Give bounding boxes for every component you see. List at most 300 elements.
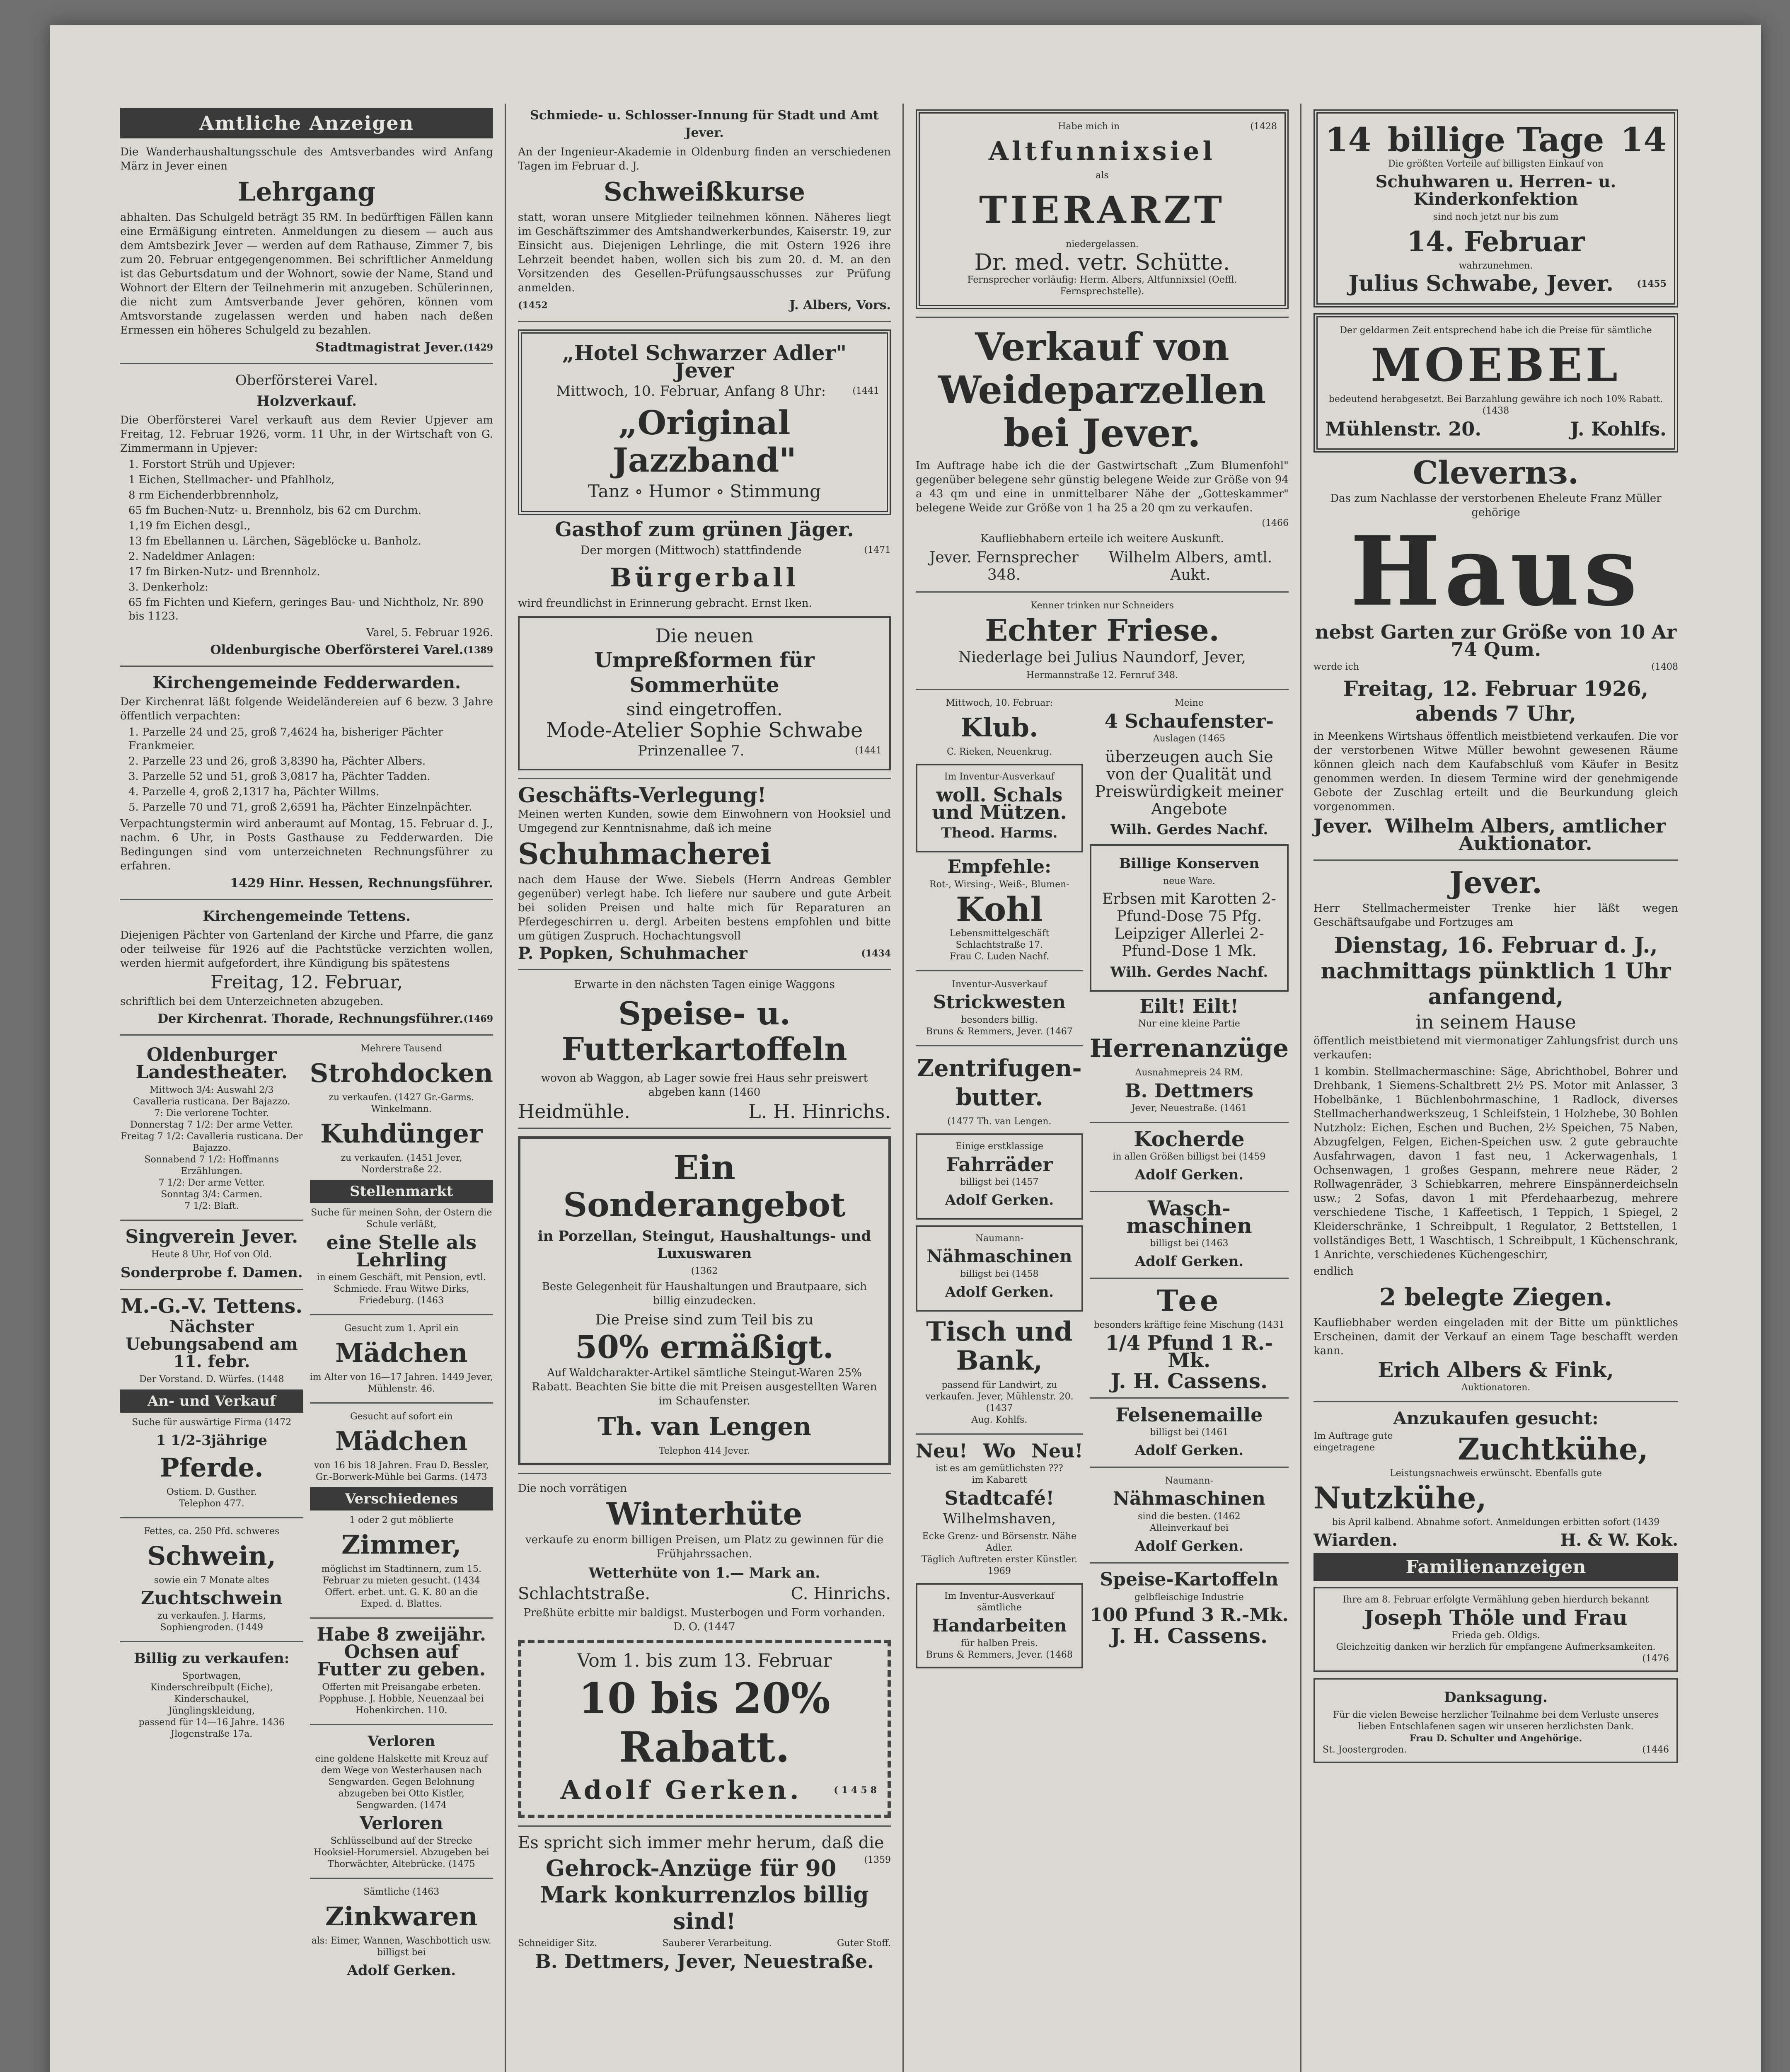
ad-headline: Herrenanzüge [1089,1034,1289,1063]
divider [1090,1467,1289,1468]
ad-headline: Strickwesten [933,992,1066,1013]
ad-line: überzeugen auch Sie von der Qualität und Preiswürdigkeit meiner Angebote [1095,748,1284,818]
divider [120,666,493,667]
ad-naehmaschinen [916,1225,1083,1312]
ad-line: besonders kräftige feine Mischung (1431 [1093,1320,1285,1330]
ad-line: Jever, Neuestraße. (1461 [1131,1103,1247,1113]
ad-title: Gasthof zum grünen Jäger. [555,518,854,541]
ad-headline: Habe 8 zweijähr. Ochsen auf Futter zu geben. [317,1624,486,1680]
ad-line: Leistungsnachweis erwünscht. Ebenfalls gute [1390,1468,1602,1479]
ad-line: Wetterhüte von 1.— Mark an. [588,1565,820,1581]
section-header-ankauf: An- und Verkauf [120,1389,303,1413]
ad-line: Schlüsselbund auf der Strecke Hooksiel-Horumersiel. Abzugeben bei Thorwächter, Altebrücke. (1475 [313,1836,489,1869]
ad-line: Telephon 414 Jever. [658,1446,750,1456]
ad-line: 7 1/2: Blaft. [184,1201,239,1211]
ad-line: St. Joostergroden. (1446 [1323,1745,1669,1755]
ad-line: Auktionatoren. [1461,1382,1531,1393]
ad-line: Ihre am 8. Februar erfolgte Vermählung geben hierdurch bekannt [1342,1595,1649,1605]
ad-signature: P. Popken, Schuhmacher (1434 [518,944,891,963]
ad-signature: Frau D. Schulter und Angehörige. [1409,1733,1582,1744]
ad-line: billigst bei (1457 [960,1177,1039,1187]
column-2 [510,104,899,2072]
ad-line: Sportwagen, [182,1671,241,1681]
list-item: 1,19 fm Eichen desgl., [128,520,251,532]
ad-column-right [1090,697,1289,1674]
ad-sonderangebot [518,1136,891,1465]
ad-column-left [916,697,1083,1674]
ad-line: Nur eine kleine Partie [1138,1019,1240,1029]
ad-line: zu verkaufen. J. Harms, Sophiengroden. (1449 [157,1611,266,1633]
ad-title: Anzukaufen gesucht: [1393,1408,1599,1428]
column-3 [907,104,1297,2072]
ad-line: Freitag 7 1/2: Cavalleria rusticana. Der Bajazzo. [120,1131,303,1153]
ad-line: in einem Geschäft, mit Pension, evtl. Schmiede. Frau Witwe Dirks, Friedeburg. (1463 [317,1272,486,1306]
ad-line: Für die vielen Beweise herzlicher Teilnahme bei dem Verluste unseres lieben Entschlafenen sagen wir unseren herzlichsten Dank. [1333,1710,1659,1732]
ad-signature: Adolf Gerken. [945,1192,1054,1208]
ad-line: ist es am gemütlichsten ??? [936,1463,1063,1474]
ad-signature: Adolf Gerken. [1134,1253,1244,1270]
ad-signature: Adolf Gerken. (1458 [560,1775,880,1805]
ad-line: Die größten Vorteile auf billigsten Einkauf von [1388,159,1604,169]
ad-line: im Alter von 16—17 Jahren. 1449 Jever, Mühlenstr. 46. [310,1372,493,1394]
divider [916,1045,1083,1046]
notice-text: Der Kirchenrat läßt folgende Weideländereien auf 6 bezw. 3 Jahre öffentlich verpachten: [120,696,493,722]
ad-signature: Wiarden. H. & W. Kok. [1313,1530,1678,1550]
ad-line: öffentlich meistbietend mit viermonatiger Zahlungsfrist durch uns verkaufen: [1313,1035,1678,1061]
divider [518,321,891,322]
ad-headline: Zimmer, [341,1530,462,1560]
divider [120,1517,303,1518]
ad-line: passend für 14—16 Jahre. 1436 Jlogenstraße 17a. [138,1717,285,1739]
column-4 [1305,104,1686,2072]
divider [120,1220,303,1221]
notice-text: Verpachtungstermin wird anberaumt auf Montag, 15. Februar d. J., nachm. 6 Uhr, in Posts Gasthause zu Fedderwarden. Die Bedingungen sind vom unterzeichneten Rechnungsführer zu erfahren. [120,818,493,872]
list-item: 1. Parzelle 24 und 25, groß 7,4624 ha, bisheriger Pächter Frankmeier. [128,726,443,752]
ad-signature: (1477 Th. van Lengen. [947,1116,1052,1127]
ad-headline: Zentrifugen-butter. [917,1055,1082,1111]
notice-title: Oberförsterei Varel. [235,372,378,389]
ad-line: Niederlage bei Julius Naundorf, Jever, [958,649,1246,666]
ad-headline: Nächster Uebungsabend am 11. febr. [126,1317,298,1371]
ad-line: möglichst im Stadtinnern, zum 15. Februar zu mieten gesucht. (1434 Offert. erbet. unt. G. K. 80 an die Exped. d. Blattes. [321,1564,481,1609]
notice-title: Kirchengemeinde Tettens. [203,908,411,925]
ad-konserven [1090,844,1289,992]
divider [518,1825,891,1827]
ad-title: Singverein Jever. [125,1226,298,1247]
ad-line: Die noch vorrätigen [518,1482,627,1495]
ad-headline: Sonderprobe f. Damen. [120,1264,303,1281]
ad-headline: 1/4 Pfund 1 R.-Mk. [1105,1331,1273,1372]
ad-line: niedergelassen. [1066,239,1139,249]
notice-date: Varel, 5. Februar 1926. [366,627,493,639]
ad-line: im Kabarett [972,1475,1027,1485]
ad-headline: Wasch-maschinen [1126,1196,1252,1238]
ad-signature: Mühlenstr. 20. J. Kohlfs. [1325,418,1667,440]
ad-headline: Fahrräder [946,1153,1053,1176]
ad-headline: Tisch und Bank, [926,1316,1073,1376]
ad-signature: Wilh. Gerdes Nachf. [1110,964,1268,980]
ad-line: Gesucht zum 1. April ein [344,1323,459,1334]
list-item: 3. Parzelle 52 und 51, groß 3,0817 ha, Pächter Tadden. [128,770,431,783]
ad-line: Sämtliche (1463 [363,1887,440,1897]
ad-line: in Meenkens Wirtshaus öffentlich meistbietend verkaufen. Die vor der verstorbenen Witwe Müller bewohnt gewesenen Räume können gleich nach dem Kaufabschluß vom Käufer in Besitz genommen werden. In diesem Termine wird der genehmigende Gebote der Zuschlag erteilt und die Beurkundung gleich vorgenommen. [1313,730,1678,813]
ad-line: (1362 [691,1266,718,1276]
ad-headline: Mädchen [335,1338,468,1368]
ad-signature: Adolf Gerken. [945,1284,1054,1300]
ad-line: für halben Preis. [960,1638,1038,1648]
ad-signature: J. H. Cassens. [1110,1369,1268,1393]
ad-title: Billig zu verkaufen: [134,1650,290,1667]
ad-signature: B. Dettmers, Jever, Neuestraße. [535,1950,874,1973]
ad-line: Das zum Nachlasse der verstorbenen Eheleute Franz Müller gehörige [1330,492,1662,519]
ad-line: Mittwoch, 10. Februar: [946,698,1053,708]
ad-line: Sonnabend 7 1/2: Hoffmanns Erzählungen. [144,1155,279,1176]
ad-date: Dienstag, 16. Februar d. J., nachmittags pünktlich 1 Uhr anfangend, [1321,933,1671,1009]
ad-shop-name: Mode-Atelier Sophie Schwabe [546,718,863,742]
section-header-verschiedenes: Verschiedenes [310,1487,493,1510]
list-item: 3. Denkerholz: [128,581,208,593]
ad-signature: Adolf Gerken. [347,1962,456,1979]
ad-line: Sonntag 3/4: Carmen. [161,1189,263,1200]
ad-line: Täglich Auftreten erster Künstler. 1969 [921,1554,1077,1576]
ad-line: in seinem Hause [1415,1011,1576,1033]
ad-headline: Kohl [956,890,1043,929]
ad-line: Suche für meinen Sohn, der Ostern die Schule verläßt, [311,1208,492,1230]
notice-text: Die Oberförsterei Varel verkauft aus dem Revier Upjever am Freitag, 12. Februar 1926, vorm. 11 Uhr, in der Wirtschaft von G. Zimmermann in Upjever: [120,414,493,455]
notice-text: Diejenigen Pächter von Gartenland der Kirche und Pfarre, die ganz oder teilweise für 1926 auf die Pachtstücke verzichten wollen, werden hiermit aufgefordert, ihre Kündigung bis spätestens [120,929,493,970]
ad-headline: Zinkwaren [325,1901,478,1932]
ad-line: sind die besten. (1462 [1138,1511,1241,1522]
column-rule [505,104,506,2072]
ad-headline: 10 bis 20% Rabatt. [578,1674,830,1772]
divider [310,1314,493,1315]
ad-headline: Umpreßformen für Sommerhüte [594,648,815,697]
ad-signature: J. H. Cassens. [1110,1624,1268,1648]
ad-headline: Nutzkühe, [1313,1480,1487,1515]
ad-headline: Nähmaschinen [926,1246,1072,1266]
ad-title: Clevernз. [1413,454,1579,491]
ad-schals [916,764,1083,852]
ad-line: Es spricht sich immer mehr herum, daß die (1359 [518,1833,891,1865]
ad-headline: 14 billige Tage 14 [1325,120,1667,159]
ad-headline: Mädchen [335,1426,468,1456]
ad-signature: Erich Albers & Fink, [1378,1358,1614,1382]
list-item: 8 rm Eichenderbbrennholz, [128,489,279,501]
divider [1090,1397,1289,1399]
ad-mode-atelier [518,616,891,770]
ad-signature: Wilh. Gerdes Nachf. [1110,821,1268,838]
ad-line: Kinderschaukel, [174,1694,249,1704]
ad-line: wahrzunehmen. [1459,261,1533,271]
ad-line: Einige erstklassige [955,1141,1044,1152]
notice-signature: (1452 J. Albers, Vors. [518,298,891,312]
ad-line: Prinzenallee 7. (1441 [638,743,882,759]
ad-line: Im Auftrage habe ich die der Gastwirtschaft „Zum Blumenfohl" gegenüber belegene sehr günstig belegene Weide zur Größe von 94 a 43 qm und eine in unmittelbarer Nähe der „Gotteskammer" belegene Weide zur Größe von 1 ha 25 a 20 qm zu verkaufen. [916,460,1289,514]
ad-line: Heute 8 Uhr, Hof von Old. [151,1249,272,1260]
ad-headline: Neu! Wo Neu! [916,1440,1083,1462]
ad-headline: Kuhdünger [320,1118,483,1149]
ad-handarbeiten [916,1583,1083,1668]
ad-headline: Echter Friese. [985,612,1219,648]
ad-line: Herr Stellmachermeister Trenke hier läßt wegen Geschäftsaufgabe und Fortzuges am [1313,902,1678,929]
ad-name: Dr. med. vetr. Schütte. [974,249,1230,275]
ad-line: Rot-, Wirsing-, Weiß-, Blumen- [929,879,1069,890]
ad-line: Fernsprecher vorläufig: Herm. Albers, Altfunnixsiel (Oeffl. Fernsprechstelle). [967,275,1237,297]
ad-line: Hermannstraße 12. Fernruf 348. [1026,670,1178,680]
ad-row [1313,1431,1678,1468]
ad-line: Wilhelmshaven, [943,1510,1056,1527]
ad-line: Im Inventur-Ausverkauf sämtliche [944,1591,1055,1613]
ad-headline: Nähmaschinen [1113,1488,1265,1509]
ad-line: passend für Landwirt, zu verkaufen. Jever, Mühlenstr. 20. (1437 [925,1380,1074,1414]
ad-line: Jünglingskleidung, [168,1706,255,1716]
ad-line: Erbsen mit Karotten 2-Pfund-Dose 75 Pfg. Leipziger Allerlei 2-Pfund-Dose 1 Mk. [1102,891,1276,960]
ad-line: Im Inventur-Ausverkauf [944,772,1055,782]
notice-date: Freitag, 12. Februar, [210,972,403,993]
divider [518,1473,891,1474]
ad-signature: Heidmühle. L. H. Hinrichs. [518,1100,891,1123]
ad-line: sind noch jetzt nur bis zum [1433,212,1559,222]
divider [120,1034,493,1036]
ad-headline: „Original Jazzband" [612,403,797,479]
ad-line: 1 oder 2 gut möblierte [349,1515,454,1525]
ad-headline: Verkauf von Weideparzellen bei Jever. [938,324,1266,455]
two-column-ads [916,697,1289,1674]
divider [518,969,891,970]
ad-line: Donnerstag 7 1/2: Der arme Vetter. [130,1120,293,1130]
ad-line: Kinderschreibpult (Eiche), [150,1682,273,1693]
ad-headline: Felsenemaille [1115,1404,1263,1426]
ad-headline: Klub. [960,712,1038,743]
ad-line: Schneidiger Sitz. Sauberer Verarbeitung. Guter Stoff. [518,1938,891,1949]
notice-signature: 1429 Hinr. Hessen, Rechnungsführer. [230,876,493,891]
ad-headline: Altfunnixsiel [988,136,1216,166]
ad-line: Im Auftrage gute eingetragene [1313,1431,1393,1453]
ad-line: Kaufliebhaber werden eingeladen mit der Bitte um pünktliches Erscheinen, damit der Verkauf an einem Tage beschafft werden kann. [1313,1317,1678,1357]
ad-line: nach dem Hause der Wwe. Siebels (Herrn Andreas Gembler gegenüber) verlegt habe. Ich liefere nur saubere und gute Arbeit bei soliden Preisen und halte mich für Reparaturen an Pferdegeschirren u. dergl. Arbeiten bestens empfohlen und bitte um gütigen Zuspruch. Hochachtungsvoll [518,874,891,942]
ad-title: Eilt! Eilt! [1139,995,1239,1017]
ad-line: Ecke Grenz- und Börsenstr. Nähe Adler. [922,1531,1077,1553]
ad-line: Alleinverkauf bei [1149,1523,1229,1533]
ad-line: Kenner trinken nur Schneiders [1030,600,1174,611]
ad-headline: Pferde. [160,1452,264,1483]
ad-signature: Ostiem. D. Gusther. [166,1487,257,1497]
section-header-stellenmarkt: Stellenmarkt [310,1180,493,1203]
divider [120,899,493,900]
ad-headline: MOEBEL [1371,338,1621,392]
ad-line: Mittwoch, 10. Februar, Anfang 8 Uhr: (1441 [556,383,879,399]
ad-line: von 16 bis 18 Jahren. Frau D. Bessler, Gr.-Borwerk-Mühle bei Garms. (1473 [314,1460,489,1482]
ad-moebel [1313,313,1678,453]
divider [310,1617,493,1619]
ad-column-left [120,1043,303,1982]
ad-line: Auslagen (1465 [1153,733,1226,744]
ad-line: Cavalleria rusticana. Der Bajazzo. [133,1097,290,1107]
notice-text: statt, woran unsere Mitglieder teilnehmen können. Näheres liegt im Geschäftszimmer des Amtshandwerkerbundes, Kaiserstr. 19, zur Einsicht aus. Diejenigen Lehrlinge, die mit Ostern 1926 ihre Lehrzeit beendet haben, wollen sich bis zum 20. d. M. an den Vorsitzenden des Gesellen-Prüfungsausschusses zur Prüfung anmelden. [518,211,891,294]
list-item: 17 fm Birken-Nutz- und Brennholz. [128,566,320,578]
divider [120,1289,303,1290]
ad-headline: Handarbeiten [932,1615,1067,1636]
ad-title: Danksagung. [1444,1689,1548,1706]
ad-headline: 4 Schaufenster- [1104,710,1274,732]
ad-line: 1 kombin. Stellmachermaschine: Säge, Abrichthobel, Bohrer und Drehbank, 1 Siemens-Schaltbrett 2½ PS. Motor mit Anlasser, 3 Hobelbänke, 1 Büchlenbohrmaschine, 1 Radlock, diverses Stellmacherhandwerkszeug, 1 Schleifstein, 1 Holzhebe, 30 Bohlen Nutzholz: Eichen, Eschen und Buchen, 2½ Speichen, 75 Naben, Abzugfelgen, Felgen, Eichen-Speichen usw. 2 gute gebrauchte Ausfahrwagen, davon 1 fast neu, 1 Ackerwagenhals, 1 Ochsenwagen, 1 großes Gespann, mehrere neue Räder, 2 Rollwagenräder, 3 Schiebkarren, mehrere Einspännerdeichseln usw.; 2 Sofas, davon 1 mit Pferdehaarbezug, mehrere verschiedene Tische, 1 Kaffeetisch, 1 Teppich, 1 Spiegel, 2 Kleiderschränke, 1 Schreibpult, 1 Regulator, 2 Bettstellen, 1 vollständiges Bett, 1 Waschtisch, 1 Schreibpult, 1 Küchenschrank, 1 Anrichte, verschiedenes Küchengeschirr, [1313,1065,1678,1261]
ad-hotel-schwarzer-adler [518,329,891,515]
ad-headline: Tee [1156,1283,1222,1318]
ad-line: Auf Waldcharakter-Artikel sämtliche Steingut-Waren 25% Rabatt. Beachten Sie bitte die mit Preisen ausgestellten Waren im Schaufenster. [532,1367,877,1407]
ad-headline: TIERARZT [979,188,1225,232]
divider [1090,1191,1289,1192]
ad-headline: Haus [1350,516,1642,627]
ad-signature: C. Rieken, Neuenkrug. [946,747,1052,757]
ad-headline: Winterhüte [606,1496,803,1532]
ad-title: Oldenburger Landestheater. [135,1044,288,1083]
notice-signature: Oldenburgische Oberförsterei Varel. (1389 [210,643,493,657]
ad-line: verkaufe zu enorm billigen Preisen, um Platz zu gewinnen für die Frühjahrssachen. [525,1534,884,1560]
ad-line: eine goldene Halskette mit Kreuz auf dem Wege von Westerhausen nach Sengwarden. Gegen Belohnung abzugeben bei Otto Kistler, Sengwarden. (1474 [315,1754,488,1811]
list-item: 65 fm Fichten und Kiefern, geringes Bau- und Nichtholz, Nr. 890 bis 1123. [128,596,484,622]
ad-signature: Adolf Gerken. [1134,1167,1244,1183]
divider [916,591,1289,593]
divider [310,1724,493,1725]
ad-billige-tage [1313,109,1678,307]
ad-danksagung [1313,1678,1678,1763]
notice-title: Schmiede- u. Schlosser-Innung für Stadt und Amt Jever. [530,108,879,140]
ad-line: endlich [1313,1265,1354,1278]
divider [310,1402,493,1404]
ad-line: bis April kalbend. Abnahme sofort. Anmeldungen erbitten sofort (1439 [1332,1517,1660,1527]
ad-headline: Speise- u. Futterkartoffeln [561,995,847,1067]
divider [916,1433,1083,1435]
ad-headline: Schuhmacherei [518,837,772,871]
ad-headline: Stadtcafé! [944,1487,1055,1509]
ad-headline: Gehrock-Anzüge für 90 Mark konkurrenzlos billig sind! [540,1855,869,1934]
ad-line: Mittwoch 3/4: Auswahl 2/3 [150,1085,274,1095]
ad-line: Meine [1175,698,1204,708]
ad-line: Naumann- [975,1233,1024,1244]
ad-line: billigst bei (1458 [960,1269,1039,1279]
ad-headline: 1 1/2-3jährige [156,1432,267,1449]
ad-title: Empfehle: [947,856,1052,877]
ad-headline: woll. Schals und Mützen. [932,784,1067,823]
divider [518,778,891,779]
ad-line: werde ich (1408 [1313,662,1678,672]
list-item: 1. Forstort Strüh und Upjever: [128,458,295,471]
divider [310,1878,493,1879]
ad-line: als: Eimer, Wannen, Waschbottich usw. billigst bei [311,1936,491,1958]
ad-line: zu verkaufen. (1427 Gr.-Garms. Winkelmann. [329,1092,474,1114]
divider [1313,859,1678,861]
ad-line: billigst bei (1461 [1150,1427,1229,1438]
list-item: 13 fm Ebellannen u. Lärchen, Sägeblöcke u. Banholz. [128,535,421,547]
ad-line: gelbfleischige Industrie [1134,1592,1244,1602]
notice-text: abhalten. Das Schulgeld beträgt 35 RM. In bedürftigen Fällen kann eine Ermäßigung eintreten. Anmeldungen zu diesem — auch aus dem Amtsbezirk Jever — werden auf dem Rathause, Zimmer 7, bis zum 20. Februar entgegengenommen. Bei schriftlicher Anmeldung ist das Geburtsdatum und der Wohnort, sowie der Name, Stand und Wohnort der Eltern der Teilnehmerin mit anzugeben. Schülerinnen, die nicht zum Amtsverbande Jever gehören, können vom Amtsvorstande zugelassen werden und haben nach deßen Ermessen ein höheres Schulgeld zu bezahlen. [120,211,493,336]
ad-column-right [310,1043,493,1982]
ad-line: Inventur-Ausverkauf [952,979,1047,990]
notice-text: Die Wanderhaushaltungsschule des Amtsverbandes wird Anfang März in Jever einen [120,146,493,172]
ad-line: besonders billig. [961,1015,1038,1025]
ad-title: Jever. [1449,865,1542,900]
ad-signature: Jever. Fernsprecher 348. Wilhelm Albers, amtl. Aukt. [929,549,1272,583]
ad-line: Die neuen [655,625,754,647]
divider [120,363,493,364]
notice-headline: Schweißkurse [603,177,806,207]
ad-title: Verloren [368,1733,435,1750]
ad-signature: Th. van Lengen [597,1412,812,1441]
ad-line: Erwarte in den nächsten Tagen einige Waggons [574,978,835,991]
ad-line: Schuhwaren u. Herren- u. Kinderkonfektion [1375,172,1616,209]
ad-line: Telephon 477. [179,1498,244,1509]
divider [916,970,1083,971]
notice-signature: Stadtmagistrat Jever. (1429 [315,340,493,355]
ad-rabatt [518,1640,891,1818]
divider [518,1128,891,1129]
ad-line: Der geldarmen Zeit entsprechend habe ich die Preise für sämtliche [1340,325,1652,336]
ad-headline: Strohdocken [310,1058,493,1088]
notice-text: schriftlich bei dem Unterzeichneten abzugeben. [120,995,384,1008]
ad-title: „Hotel Schwarzer Adler" Jever [562,341,847,382]
ad-signature: Schlachtstraße. C. Hinrichs. [518,1584,891,1603]
ad-line: (1476 [1642,1653,1669,1664]
ad-headline: Speise-Kartoffeln [1100,1569,1279,1590]
ad-line: Kaufliebhabern erteile ich weitere Auskunft. [980,533,1224,545]
ad-line: Fettes, ca. 250 Pfd. schweres [144,1526,280,1537]
section-header-amtliche: Amtliche Anzeigen [120,108,493,138]
divider [1090,1562,1289,1564]
ad-line: Suche für auswärtige Firma (1472 [132,1417,292,1428]
two-column-ads [120,1043,493,1982]
ad-date: Freitag, 12. Februar 1926, abends 7 Uhr, [1343,676,1649,726]
list-item: 1 Eichen, Stellmacher- und Pfahlholz, [128,474,335,486]
divider [1313,1401,1678,1402]
ad-line: billigst bei (1463 [1150,1238,1229,1249]
ad-line: Offerten mit Preisangabe erbeten. Popphuse. J. Hobble, Neuenzaal bei Hohenkirchen. 110. [319,1682,484,1716]
column-rule [902,104,904,2072]
ad-line: Preßhüte erbitte mir baldigst. Musterbogen und Form vorhanden. D. O. (1447 [523,1607,885,1633]
column-1 [112,104,501,2072]
ad-headline: Zuchtschwein [141,1588,283,1609]
ad-headline: Schwein, [147,1541,276,1571]
ad-line: nebst Garten zur Größe von 10 Ar 74 Qum. [1315,621,1677,661]
ad-signature: Der Vorstand. D. Würfes. (1448 [139,1374,284,1385]
column-rule [1300,104,1301,2072]
ad-title: Geschäfts-Verlegung! [518,783,767,807]
ad-line: Der morgen (Mittwoch) stattfindende (1471 [580,543,891,557]
ad-line: Vom 1. bis zum 13. Februar [577,1650,832,1671]
ad-signature: Adolf Gerken. [1134,1442,1244,1459]
ad-line: Tanz ∘ Humor ∘ Stimmung [588,481,821,501]
ad-line: wird freundlichst in Erinnerung gebracht. Ernst Iken. [518,597,812,610]
ad-line: Gesucht auf sofort ein [350,1411,453,1422]
divider [1090,1278,1289,1279]
list-item: 4. Parzelle 4, groß 2,1317 ha, Pächter Willms. [128,786,380,798]
ad-headline: Kocherde [1134,1127,1245,1151]
ad-line: 7 1/2: Der arme Vetter. [158,1178,265,1188]
ad-line: (1466 [1262,518,1289,528]
ad-line: Mehrere Tausend [360,1043,443,1054]
list-item: 65 fm Buchen-Nutz- u. Brennholz, bis 62 cm Durchm. [128,504,421,517]
notice-text: An der Ingenieur-Akademie in Oldenburg finden an verschiedenen Tagen im Februar d. J. [518,146,891,172]
ad-line: Naumann- [1165,1476,1214,1486]
ad-line: sind eingetroffen. [626,699,783,719]
ad-fahrraeder [916,1133,1083,1220]
section-header-familienanzeigen: Familienanzeigen [1313,1553,1678,1581]
ad-vermaehlung [1313,1587,1678,1672]
ad-line: wovon ab Waggon, ab Lager sowie frei Haus sehr preiswert abgeben kann (1460 [541,1072,868,1099]
ad-line: Meinen werten Kunden, sowie dem Einwohnern von Hooksiel und Umgegend zur Kenntnisnahme, daß ich meine [518,808,891,835]
ad-headline: Bürgerball [610,562,799,593]
ad-line: sowie ein 7 Monate altes [154,1575,269,1585]
ad-line: als [1096,170,1109,181]
